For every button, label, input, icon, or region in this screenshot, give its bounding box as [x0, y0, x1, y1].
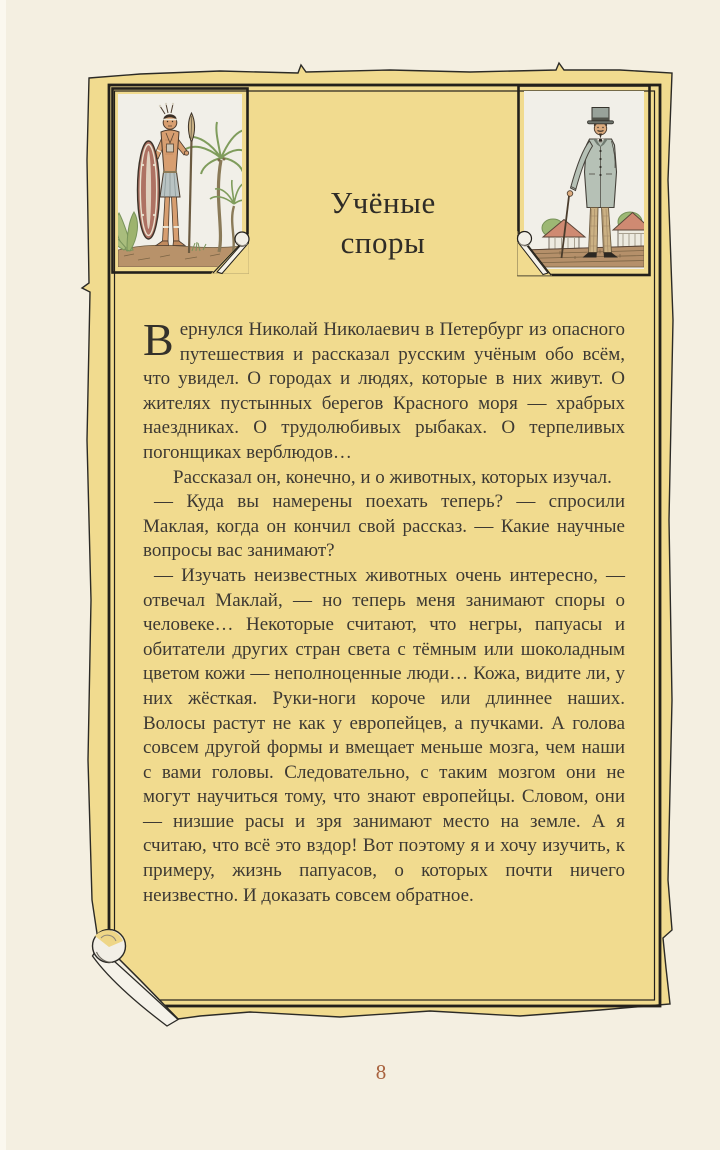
- paragraph: — Куда вы намерены поехать теперь? — спросили Маклая, когда он кончил свой рассказ. — Какие научные вопросы вас занимают?: [143, 491, 625, 562]
- drop-cap: В: [143, 314, 174, 365]
- chapter-title: [248, 183, 518, 263]
- page-number: 8: [375, 1060, 387, 1084]
- body-text: [143, 314, 625, 908]
- paragraph-text: ернулся Николай Николаевич в Петербург из опасного путешествия и рассказал русским учёным обо всём, что увидел. О городах и людях, которые в них живут. О жителях пустынных берегов Красного моря — храбрых наездниках. О трудолюбивых рыбаках. О терпеливых погонщиках верблюдов…: [143, 319, 625, 463]
- european-gentleman-vignette: [524, 91, 658, 269]
- chapter-title-line2: споры: [340, 225, 426, 260]
- shield: [138, 141, 160, 239]
- chapter-title-line1: Учёные: [330, 185, 436, 220]
- papuan-warrior-vignette: [104, 94, 251, 267]
- paragraph: Рассказал он, конечно, и о животных, которых изучал.: [173, 466, 612, 488]
- paragraph: [143, 314, 625, 466]
- paragraph: — Изучать неизвестных животных очень интересно, — отвечал Маклай, — но теперь меня занимают споры о человеке… Некоторые считают, что негры, папуасы и обитатели других стран света с тёмным или шоколадным цветом кожи — неполноценные люди… Кожа, видите ли, у них жёсткая. Руки-ноги короче или длиннее наших. Волосы растут не как у европейцев, а пучками. А голова совсем другой формы и вмещает меньше мозга, чем наши с вами головы. Следовательно, с таким мозгом они не могут научиться тому, что знают европейцы. Словом, они — низшие расы и зря занимают место на земле. А я считаю, что всё это вздор! Вот поэтому я и хочу изучить, к примеру, жизнь папуасов, о которых почти ничего неизвестно. И доказать совсем обратное.: [143, 564, 625, 906]
